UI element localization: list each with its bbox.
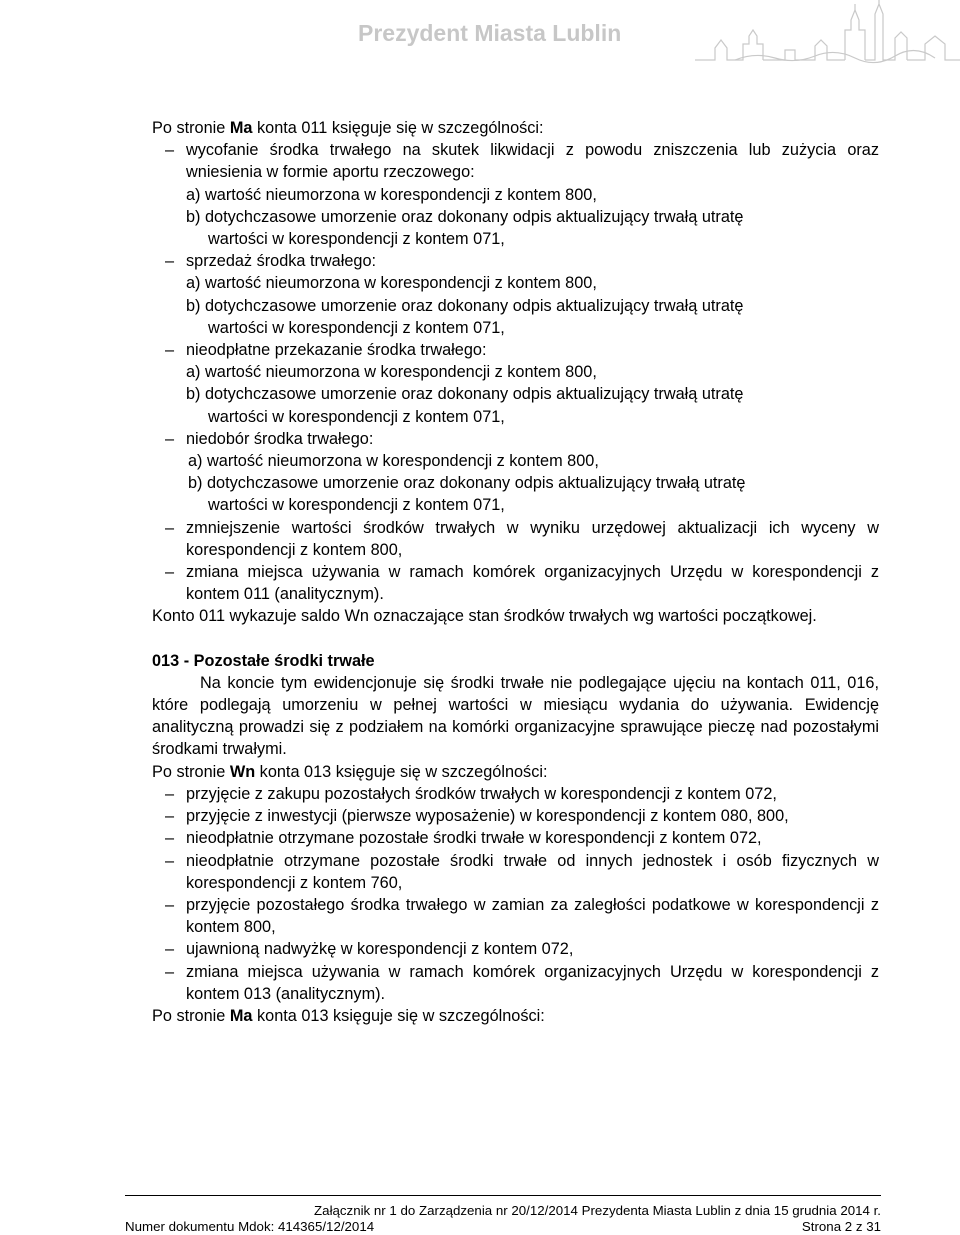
ma-011-intro	[152, 117, 879, 139]
ma-bold: Ma	[229, 1006, 253, 1025]
sub-item: a) wartość nieumorzona w korespondencji z kontem 800,	[188, 452, 599, 471]
wn-prefix: Po stronie	[152, 762, 230, 781]
list-item-text: ujawnioną nadwyżkę w korespondencji z kontem 072,	[186, 940, 574, 959]
list-item: – zmniejszenie wartości środków trwałych w wyniku urzędowej aktualizacji ich wyceny w korespondencji z kontem 800,	[165, 518, 879, 559]
sub-item: b) dotychczasowe umorzenie oraz dokonany odpis aktualizujący trwałą utratę	[186, 385, 744, 404]
intro-prefix: Po stronie	[152, 119, 230, 137]
list-item: – niedobór środka trwałego:	[165, 429, 374, 448]
ma-prefix: Po stronie	[152, 1006, 230, 1025]
sub-item: a) wartość nieumorzona w korespondencji z kontem 800,	[186, 363, 597, 382]
lublin-skyline-icon	[695, 0, 960, 80]
list-item-text: przyjęcie z inwestycji (pierwsze wyposażenie) w korespondencji z kontem 080, 800,	[186, 807, 789, 826]
list-item-text: zmiana miejsca używania w ramach komórek organizacyjnych Urzędu w korespondencji z kontem 013 (analitycznym).	[186, 962, 879, 1003]
page-footer	[125, 1195, 881, 1235]
section-description: Na koncie tym ewidencjonuje się środki trwałe nie podlegające ujęciu na kontach 011, 016, które podlegają umorzeniu w pełnej wartości w miesiącu wydania do używania. Ewidencję analityczną prowadzi się z podziałem na komórki organizacyjne sprawujące pieczę nad pozostałymi środkami trwałymi.	[152, 673, 879, 759]
list-item-text: zmiana miejsca używania w ramach komórek organizacyjnych Urzędu w korespondencji z kontem 011 (analitycznym).	[186, 563, 879, 604]
list-item: – zmiana miejsca używania w ramach komórek organizacyjnych Urzędu w korespondencji z kontem 011 (analitycznym).	[165, 563, 879, 604]
sub-item: a) wartość nieumorzona w korespondencji z kontem 800,	[186, 185, 597, 204]
footer-doc-number: Numer dokumentu Mdok: 414365/12/2014	[125, 1219, 375, 1234]
list-item: – sprzedaż środka trwałego:	[165, 252, 377, 271]
section-heading: 013 - Pozostałe środki trwałe	[152, 651, 375, 670]
wn-013-intro	[152, 761, 879, 783]
sub-item: a) wartość nieumorzona w korespondencji z kontem 800,	[186, 274, 597, 293]
sub-item-cont: wartości w korespondencji z kontem 071,	[208, 496, 505, 515]
sub-item-cont: wartości w korespondencji z kontem 071,	[208, 318, 505, 337]
list-item: – zmiana miejsca używania w ramach komórek organizacyjnych Urzędu w korespondencji z kontem 013 (analitycznym).	[165, 962, 879, 1003]
list-item-text: nieodpłatne przekazanie środka trwałego:	[186, 341, 487, 360]
list-item-text: zmniejszenie wartości środków trwałych w wyniku urzędowej aktualizacji ich wyceny w korespondencji z kontem 800,	[186, 518, 879, 559]
intro-bold: Ma	[229, 119, 253, 137]
ma-013-intro	[152, 1005, 879, 1027]
sub-item: b) dotychczasowe umorzenie oraz dokonany odpis aktualizujący trwałą utratę	[186, 296, 744, 315]
list-item: – nieodpłatnie otrzymane pozostałe środki trwałe w korespondencji z kontem 072,	[165, 829, 762, 848]
list-item: – przyjęcie z inwestycji (pierwsze wyposażenie) w korespondencji z kontem 080, 800,	[165, 807, 789, 826]
header-title: Prezydent Miasta Lublin	[358, 20, 622, 46]
list-item-text: nieodpłatnie otrzymane pozostałe środki trwałe od innych jednostek i osób fizycznych w korespondencji z kontem 760,	[186, 851, 879, 892]
list-item-text: sprzedaż środka trwałego:	[186, 252, 377, 271]
ma-suffix: konta 013 księguje się w szczególności:	[252, 1006, 545, 1025]
list-item: – wycofanie środka trwałego na skutek likwidacji z powodu zniszczenia lub zużycia oraz wniesienia w formie aportu rzeczowego:	[165, 141, 879, 182]
list-item-text: przyjęcie pozostałego środka trwałego w zamian za zaległości podatkowe w korespondencji z kontem 800,	[186, 895, 879, 937]
sub-item: b) dotychczasowe umorzenie oraz dokonany odpis aktualizujący trwałą utratę	[188, 474, 746, 493]
document-body	[152, 117, 879, 1027]
list-item-text: niedobór środka trwałego:	[186, 429, 374, 448]
intro-suffix: konta 011 księguje się w szczególności:	[252, 119, 544, 137]
footer-page-number: Strona 2 z 31	[801, 1219, 881, 1234]
list-item: – nieodpłatnie otrzymane pozostałe środki trwałe od innych jednostek i osób fizycznych w korespondencji z kontem 760,	[165, 851, 879, 892]
footer-attachment: Załącznik nr 1 do Zarządzenia nr 20/12/2014 Prezydenta Miasta Lublin z dnia 15 grudnia 2014 r.	[314, 1203, 881, 1218]
summary-paragraph: Konto 011 wykazuje saldo Wn oznaczające stan środków trwałych wg wartości początkowej.	[152, 607, 817, 626]
wn-suffix: konta 013 księguje się w szczególności:	[255, 762, 548, 781]
sub-item-cont: wartości w korespondencji z kontem 071,	[208, 230, 505, 249]
list-item-text: wycofanie środka trwałego na skutek likwidacji z powodu zniszczenia lub zużycia oraz wniesienia w formie aportu rzeczowego:	[186, 141, 879, 182]
sub-item: b) dotychczasowe umorzenie oraz dokonany odpis aktualizujący trwałą utratę	[186, 207, 744, 226]
list-item-text: przyjęcie z zakupu pozostałych środków trwałych w korespondencji z kontem 072,	[186, 784, 777, 803]
list-item: – przyjęcie pozostałego środka trwałego w zamian za zaległości podatkowe w korespondencji z kontem 800,	[165, 895, 879, 937]
sub-item-cont: wartości w korespondencji z kontem 071,	[208, 407, 505, 426]
list-item: – nieodpłatne przekazanie środka trwałego:	[165, 341, 487, 360]
list-item: – ujawnioną nadwyżkę w korespondencji z kontem 072,	[165, 940, 574, 959]
list-item-text: nieodpłatnie otrzymane pozostałe środki trwałe w korespondencji z kontem 072,	[186, 829, 762, 848]
list-item: – przyjęcie z zakupu pozostałych środków trwałych w korespondencji z kontem 072,	[165, 784, 777, 803]
wn-bold: Wn	[229, 762, 256, 781]
